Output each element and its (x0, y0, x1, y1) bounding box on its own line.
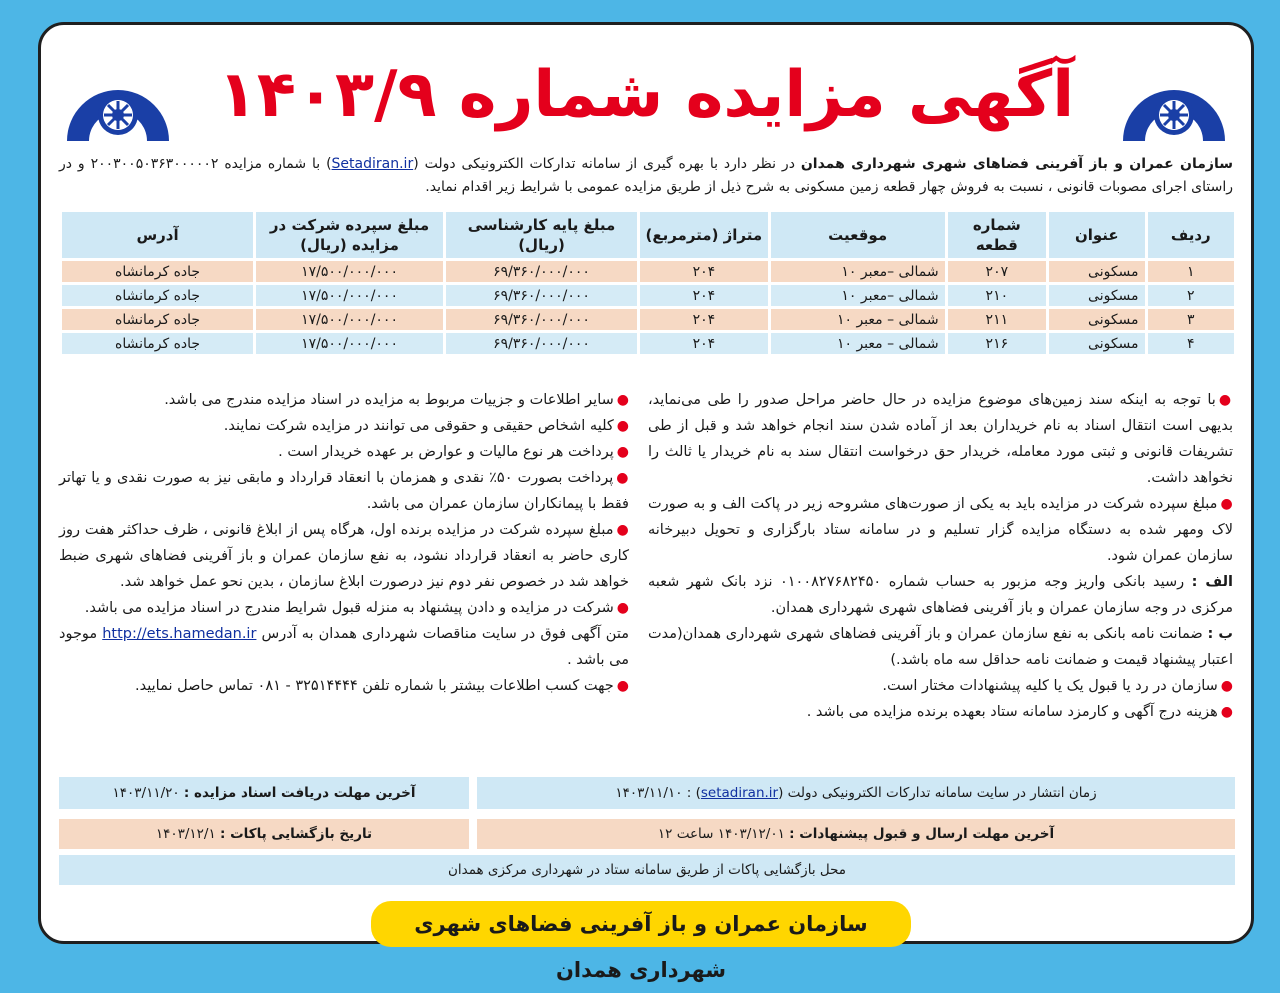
condition-text: هزینه درج آگهی و کارمزد سامانه ستاد بعهده برنده مزایده می باشد . (806, 704, 1218, 720)
condition-item (59, 465, 629, 517)
intro-text-2: ) با شماره مزایده ۲۰۰۳۰۰۵۰۳۶۳۰۰۰۰۰۲ و در راستای اجرای مصوبات قانونی ، نسبت به فروش چهار قطعه زمین مسکونی به شرح ذیل از طریق مزایده عمومی با شرایط زیر اقدام نماید. (59, 156, 1233, 195)
bullet-icon: ● (616, 418, 629, 434)
th-location: موقعیت (771, 212, 945, 258)
cell-title: مسکونی (1049, 333, 1144, 354)
cell-lot: ۲۱۰ (948, 285, 1047, 306)
condition-item (648, 491, 1233, 569)
condition-text: پرداخت هر نوع مالیات و عوارض بر عهده خریدار است . (278, 444, 614, 460)
submit-deadline (477, 819, 1235, 849)
docs-deadline (59, 777, 469, 809)
bullet-icon: ● (1220, 704, 1233, 720)
cell-area: ۲۰۴ (640, 309, 768, 330)
bullet-icon: ● (616, 600, 629, 616)
municipality-logo-right (1115, 63, 1233, 143)
condition-item (59, 595, 629, 621)
cell-deposit: ۱۷/۵۰۰/۰۰۰/۰۰۰ (256, 261, 443, 282)
conditions-right-column (648, 387, 1233, 725)
info-row-publish (59, 777, 1235, 809)
page-title: آگهی مزایده شماره ۱۴۰۳/۹ (217, 58, 1075, 132)
submit-deadline-label: آخرین مهلت ارسال و قبول پیشنهادات : (789, 826, 1055, 842)
cell-title: مسکونی (1049, 261, 1144, 282)
cell-title: مسکونی (1049, 309, 1144, 330)
condition-text: موجود می باشد . (59, 626, 629, 668)
cell-location: شمالی – معبر ۱۰ (771, 333, 945, 354)
th-area: متراژ (مترمربع) (640, 212, 768, 258)
condition-item (59, 387, 629, 413)
cell-area: ۲۰۴ (640, 261, 768, 282)
th-row: ردیف (1148, 212, 1234, 258)
condition-text: مبلغ سپرده شرکت در مزایده برنده اول، هرگاه پس از ابلاغ قانونی ، ظرف حداکثر هفت روز کاری حاضر به انعقاد قرارداد نشود، به نفع سازمان عمران و باز آفرینی فضاهای شهری ضبط خواهد شد در خصوص نفر دوم نیز درصورت ابلاغ سازمان ، بدین نحو عمل خواهد شد. (59, 522, 629, 590)
bullet-icon: ● (616, 392, 629, 408)
opening-date-value: ۱۴۰۳/۱۲/۱ (155, 826, 220, 842)
condition-item (648, 699, 1233, 725)
footer-org-banner: سازمان عمران و باز آفرینی فضاهای شهری شهرداری همدان (371, 901, 911, 947)
bullet-icon: ● (616, 522, 629, 538)
condition-item (648, 569, 1233, 621)
th-lot: شماره قطعه (948, 212, 1047, 258)
docs-deadline-label: آخرین مهلت دریافت اسناد مزایده : (183, 785, 416, 801)
cell-address: جاده کرمانشاه (62, 333, 253, 354)
info-row-place (59, 855, 1235, 885)
condition-text: شرکت در مزایده و دادن پیشنهاد به منزله قبول شرایط مندرج در اسناد مزایده می باشد. (84, 600, 614, 616)
condition-text: کلیه اشخاص حقیقی و حقوقی می توانند در مزایده شرکت نمایند. (223, 418, 614, 434)
condition-text: مبلغ سپرده شرکت در مزایده باید به یکی از صورت‌های مشروحه زیر در پاکت الف و به صورت لاک ومهر شده به دستگاه مزایده گزار تسلیم و در سامانه ستاد بارگزاری و تحویل دبیرخانه سازمان عمران شود. (648, 496, 1233, 564)
bullet-icon: ● (1218, 392, 1233, 408)
cell-row: ۳ (1148, 309, 1234, 330)
cell-deposit: ۱۷/۵۰۰/۰۰۰/۰۰۰ (256, 333, 443, 354)
cell-location: شمالی –معبر ۱۰ (771, 261, 945, 282)
conditions-left-column (59, 387, 629, 699)
opening-date (59, 819, 469, 849)
condition-item (59, 439, 629, 465)
publish-date (477, 777, 1235, 809)
cell-base-price: ۶۹/۳۶۰/۰۰۰/۰۰۰ (446, 261, 637, 282)
table-row (62, 333, 1234, 354)
municipality-logo-left (59, 63, 177, 143)
bullet-icon: ● (616, 470, 629, 486)
cell-title: مسکونی (1049, 285, 1144, 306)
bullet-icon: ● (1220, 496, 1233, 512)
cell-address: جاده کرمانشاه (62, 261, 253, 282)
condition-label: الف : (1191, 574, 1233, 590)
condition-text: ضمانت نامه بانکی به نفع سازمان عمران و باز آفرینی فضاهای شهری شهرداری همدان(مدت اعتبار پیشنهاد قیمت و ضمانت نامه حداقل سه ماه باشد.) (648, 626, 1233, 668)
table-row (62, 261, 1234, 282)
cell-deposit: ۱۷/۵۰۰/۰۰۰/۰۰۰ (256, 309, 443, 330)
table-header-row (62, 212, 1234, 258)
cell-location: شمالی –معبر ۱۰ (771, 285, 945, 306)
bullet-icon: ● (616, 678, 629, 694)
condition-text: جهت کسب اطلاعات بیشتر با شماره تلفن ۳۲۵۱۴۴۴۴ - ۰۸۱ تماس حاصل نمایید. (135, 678, 614, 694)
cell-address: جاده کرمانشاه (62, 285, 253, 306)
intro-paragraph (59, 153, 1233, 199)
cell-row: ۲ (1148, 285, 1234, 306)
cell-base-price: ۶۹/۳۶۰/۰۰۰/۰۰۰ (446, 309, 637, 330)
th-address: آدرس (62, 212, 253, 258)
cell-location: شمالی – معبر ۱۰ (771, 309, 945, 330)
cell-deposit: ۱۷/۵۰۰/۰۰۰/۰۰۰ (256, 285, 443, 306)
cell-row: ۴ (1148, 333, 1234, 354)
condition-item (59, 413, 629, 439)
docs-deadline-value: ۱۴۰۳/۱۱/۲۰ (112, 785, 184, 801)
bullet-icon: ● (1220, 678, 1233, 694)
notice-sheet (38, 22, 1254, 982)
table-row (62, 285, 1234, 306)
lots-table (59, 209, 1237, 357)
cell-lot: ۲۱۶ (948, 333, 1047, 354)
cell-address: جاده کرمانشاه (62, 309, 253, 330)
bullet-icon: ● (616, 444, 629, 460)
condition-text: متن آگهی فوق در سایت مناقصات شهرداری همدان به آدرس (256, 626, 629, 642)
info-row-deadlines (59, 819, 1235, 849)
condition-item (648, 673, 1233, 699)
cell-lot: ۲۰۷ (948, 261, 1047, 282)
condition-text: رسید بانکی واریز وجه مزبور به حساب شماره ۰۱۰۰۸۲۷۶۸۲۴۵۰ نزد بانک شهر شعبه مرکزی در وجه سازمان عمران و باز آفرینی فضاهای شهری شهرداری همدان. (648, 574, 1233, 616)
opening-date-label: تاریخ بازگشایی پاکات : (220, 826, 373, 842)
condition-label: ب : (1207, 626, 1233, 642)
condition-item (59, 517, 629, 595)
opening-place: محل بازگشایی پاکات از طریق سامانه ستاد در شهرداری مرکزی همدان (59, 855, 1235, 885)
condition-text: پرداخت بصورت ۵۰٪ نقدی و همزمان با انعقاد قرارداد و مابقی نیز به صورت نقدی و یا تهاتر فقط با پیمانکاران سازمان عمران می باشد. (59, 470, 629, 512)
cell-base-price: ۶۹/۳۶۰/۰۰۰/۰۰۰ (446, 333, 637, 354)
condition-item (648, 387, 1233, 491)
condition-item (59, 621, 629, 673)
condition-item (59, 673, 629, 699)
cell-area: ۲۰۴ (640, 285, 768, 306)
setadiran-link[interactable]: Setadiran.ir (331, 156, 414, 172)
cell-lot: ۲۱۱ (948, 309, 1047, 330)
condition-text: سازمان در رد یا قبول یک یا کلیه پیشنهادات مختار است. (882, 678, 1218, 694)
th-deposit: مبلغ سپرده شرکت در مزایده (ریال) (256, 212, 443, 258)
intro-text-1: در نظر دارد با بهره گیری از سامانه تدارکات الکترونیکی دولت ( (413, 156, 795, 172)
cell-row: ۱ (1148, 261, 1234, 282)
condition-text: با توجه به اینکه سند زمین‌های موضوع مزایده در حال حاضر مراحل صدور را طی می‌نماید، بدیهی است انتقال اسناد به نام خریداران بعد از آماده شدن سند انجام خواهد شد و قبل از طی تشریفات قانونی و ثبتی مورد معامله، خریدار حق درخواست انتقال سند به نام خریدار یا ثالث را نخواهد داشت. (648, 392, 1233, 486)
publish-text: زمان انتشار در سایت سامانه تدارکات الکترونیکی دولت ( (778, 785, 1097, 801)
setadiran-link[interactable]: setadiran.ir (700, 785, 779, 801)
intro-org: سازمان عمران و باز آفرینی فضاهای شهری شهرداری همدان (800, 156, 1234, 172)
condition-text: سایر اطلاعات و جزییات مربوط به مزایده در اسناد مزایده مندرج می باشد. (164, 392, 614, 408)
th-base-price: مبلغ پایه کارشناسی (ریال) (446, 212, 637, 258)
ets-hamedan-link[interactable]: http://ets.hamedan.ir (102, 626, 257, 642)
th-title: عنوان (1049, 212, 1144, 258)
cell-base-price: ۶۹/۳۶۰/۰۰۰/۰۰۰ (446, 285, 637, 306)
publish-date-value: ) : ۱۴۰۳/۱۱/۱۰ (615, 785, 701, 801)
table-row (62, 309, 1234, 330)
condition-item (648, 621, 1233, 673)
submit-deadline-value: ۱۴۰۳/۱۲/۰۱ ساعت ۱۲ (657, 826, 790, 842)
cell-area: ۲۰۴ (640, 333, 768, 354)
